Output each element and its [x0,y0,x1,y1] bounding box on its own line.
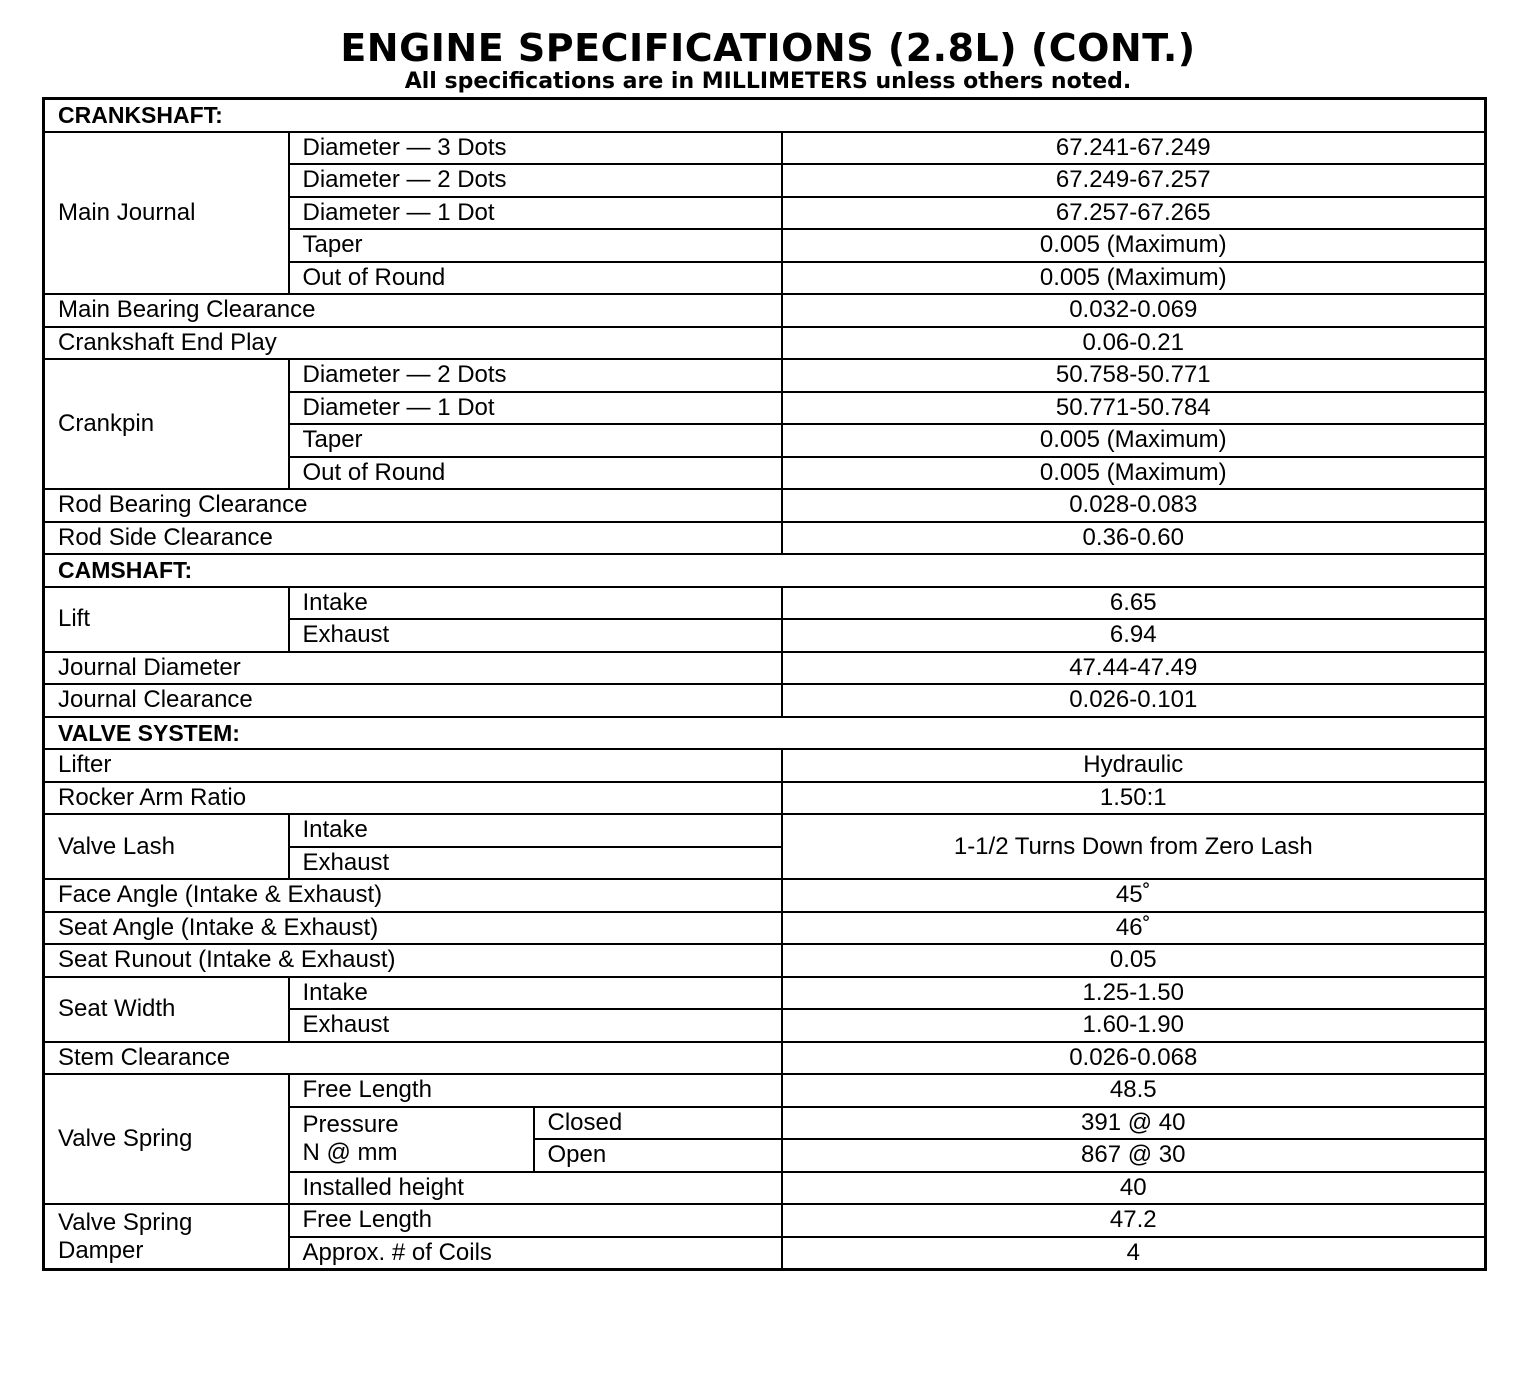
spec-name: Seat Angle (Intake & Exhaust) [44,912,782,945]
pressure-label-line1: Pressure [302,1111,399,1138]
spec-value: 0.06-0.21 [782,327,1486,360]
table-row [44,1074,1486,1107]
spec-name: Face Angle (Intake & Exhaust) [44,879,782,912]
table-row [44,652,1486,685]
spec-name: Out of Round [289,262,782,295]
spec-name: Lifter [44,749,782,782]
spec-value: 45˚ [782,879,1486,912]
table-row [44,489,1486,522]
page-title: ENGINE SPECIFICATIONS (2.8L) (CONT.) [340,26,1196,70]
valve-lash-label: Valve Lash [44,814,289,879]
table-row [44,1204,1486,1237]
spec-value: 67.257-67.265 [782,197,1486,230]
spec-value: 47.44-47.49 [782,652,1486,685]
spec-value: 0.005 (Maximum) [782,229,1486,262]
spec-name: Free Length [289,1204,782,1237]
spec-value: 0.032-0.069 [782,294,1486,327]
spec-value: 1.60-1.90 [782,1009,1486,1042]
table-row [44,132,1486,165]
spec-name: Seat Runout (Intake & Exhaust) [44,944,782,977]
spec-value: 46˚ [782,912,1486,945]
engine-spec-table [42,97,1487,1271]
spec-value: 1-1/2 Turns Down from Zero Lash [782,814,1486,879]
spec-name: Stem Clearance [44,1042,782,1075]
spec-name: Installed height [289,1172,782,1205]
lift-label: Lift [44,587,289,652]
spec-name: Journal Clearance [44,684,782,717]
crankshaft-header: CRANKSHAFT: [44,99,1486,132]
table-row [44,587,1486,620]
section-header-row [44,554,1486,587]
spec-value: 0.026-0.068 [782,1042,1486,1075]
spec-name: Taper [289,229,782,262]
spec-value: 67.249-67.257 [782,164,1486,197]
spec-name: Crankshaft End Play [44,327,782,360]
damper-label-line2: Damper [58,1236,144,1264]
spec-value: 0.028-0.083 [782,489,1486,522]
spec-value: 40 [782,1172,1486,1205]
section-header-row [44,99,1486,132]
spec-value: 0.36-0.60 [782,522,1486,555]
table-row [44,327,1486,360]
valve-spring-label: Valve Spring [44,1074,289,1204]
spec-value: 1.50:1 [782,782,1486,815]
table-row [44,912,1486,945]
spec-name: Diameter — 2 Dots [289,359,782,392]
table-row [44,1042,1486,1075]
spec-value: 0.005 (Maximum) [782,424,1486,457]
spec-name: Intake [289,587,782,620]
spec-value: 0.005 (Maximum) [782,457,1486,490]
main-journal-label: Main Journal [44,132,289,295]
spec-name: Out of Round [289,457,782,490]
table-row [44,879,1486,912]
spec-name: Exhaust [289,619,782,652]
table-row [44,359,1486,392]
table-row [44,814,1486,847]
spec-name: Free Length [289,1074,782,1107]
camshaft-header: CAMSHAFT: [44,554,1486,587]
spec-value: 50.758-50.771 [782,359,1486,392]
spec-name: Diameter — 2 Dots [289,164,782,197]
seat-width-label: Seat Width [44,977,289,1042]
spec-name: Diameter — 3 Dots [289,132,782,165]
spec-value: 0.005 (Maximum) [782,262,1486,295]
crankpin-label: Crankpin [44,359,289,489]
spec-name: Rocker Arm Ratio [44,782,782,815]
spec-value: 4 [782,1237,1486,1270]
spec-name: Approx. # of Coils [289,1237,782,1270]
spec-name: Main Bearing Clearance [44,294,782,327]
spec-name: Intake [289,814,782,847]
spec-value: 50.771-50.784 [782,392,1486,425]
spec-name: Diameter — 1 Dot [289,392,782,425]
spec-value: 6.65 [782,587,1486,620]
table-row [44,294,1486,327]
spec-name: Rod Side Clearance [44,522,782,555]
spec-value: 48.5 [782,1074,1486,1107]
spec-value: Hydraulic [782,749,1486,782]
page-subtitle: All specifications are in MILLIMETERS unless others noted. [404,69,1132,94]
spec-value: 47.2 [782,1204,1486,1237]
table-row [44,977,1486,1010]
spec-value: 0.026-0.101 [782,684,1486,717]
valve-spring-damper-label [44,1204,289,1270]
table-row [44,522,1486,555]
spec-name: Journal Diameter [44,652,782,685]
table-row [44,749,1486,782]
spec-name: Intake [289,977,782,1010]
valve-system-header: VALVE SYSTEM: [44,717,1486,750]
table-row [44,684,1486,717]
spec-name: Rod Bearing Clearance [44,489,782,522]
spec-name: Open [534,1139,782,1172]
pressure-label-line2: N @ mm [302,1139,398,1166]
damper-label-line1: Valve Spring [58,1208,193,1236]
spec-value: 6.94 [782,619,1486,652]
spec-name: Closed [534,1107,782,1140]
spec-value: 0.05 [782,944,1486,977]
spec-value: 67.241-67.249 [782,132,1486,165]
pressure-label [289,1107,534,1172]
spec-value: 867 @ 30 [782,1139,1486,1172]
spec-name: Diameter — 1 Dot [289,197,782,230]
spec-value: 391 @ 40 [782,1107,1486,1140]
spec-name: Exhaust [289,847,782,880]
spec-name: Exhaust [289,1009,782,1042]
spec-name: Taper [289,424,782,457]
table-row [44,944,1486,977]
section-header-row [44,717,1486,750]
table-row [44,782,1486,815]
spec-value: 1.25-1.50 [782,977,1486,1010]
